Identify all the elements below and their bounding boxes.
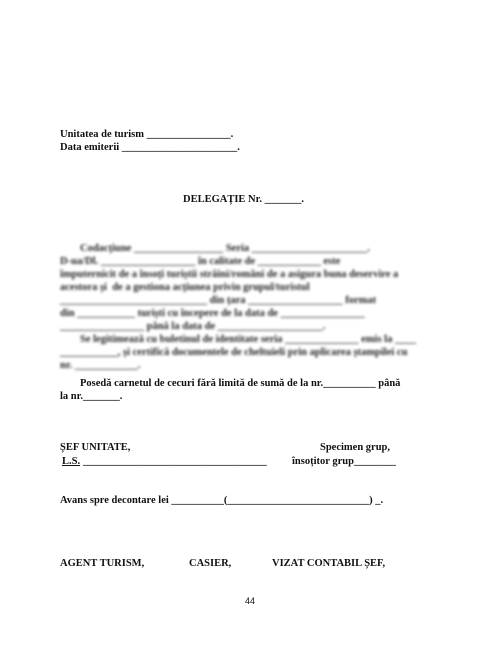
- carnet-line-1: Posedă carnetul de cecuri fără limită de sumă de la nr.__________ până: [80, 378, 401, 389]
- body-line-2: D-ua/Dl. __________________ în calitate de ____________ este: [60, 256, 341, 267]
- body-line-10: nr. ____________.: [60, 360, 141, 371]
- ls-label: L.S.: [62, 456, 81, 467]
- body-line-9: ___________, și certifică documentele de cheltuieli prin aplicarea ștampilei cu: [60, 347, 408, 358]
- body-line-3: împuternicit de a însoți turiștii străini/români de a asigura buna deservire a: [60, 269, 399, 280]
- specimen-label: Specimen grup,: [320, 442, 391, 453]
- sef-unitate-label: ȘEF UNITATE,: [60, 442, 131, 453]
- page-number: 44: [244, 596, 255, 606]
- avans-line: Avans spre decontare lei __________(___________________________) _.: [60, 495, 384, 506]
- ls-signature-line: ___________________________________: [83, 456, 267, 467]
- vizat-contabil-label: VIZAT CONTABIL ȘEF,: [272, 558, 386, 569]
- body-line-8: Se legitimează cu buletinul de identitate seria ______________ emis la ____: [80, 334, 416, 345]
- body-line-4: acestora și de a gestiona acțiunea privin grupul/turistul: [60, 282, 310, 293]
- date-line: Data emiterii ______________________.: [60, 142, 240, 153]
- body-line-5: ____________________________ din țara __________________ format: [60, 295, 377, 306]
- agent-turism-label: AGENT TURISM,: [60, 558, 145, 569]
- casier-label: CASIER,: [189, 558, 232, 569]
- body-line-7: ________________ până la data de ____________________.: [60, 321, 326, 332]
- document-title: DELEGAȚIE Nr. _______.: [183, 194, 304, 205]
- unit-line: Unitatea de turism ________________.: [60, 129, 234, 140]
- body-line-6: din ___________ turiști cu începere de la data de ________________: [60, 308, 365, 319]
- insotitor-label: însoțitor grup________: [292, 456, 396, 467]
- carnet-line-2: la nr._______.: [60, 391, 123, 402]
- body-line-1: Codacțiune _________________ Seria ______________________.: [80, 243, 370, 254]
